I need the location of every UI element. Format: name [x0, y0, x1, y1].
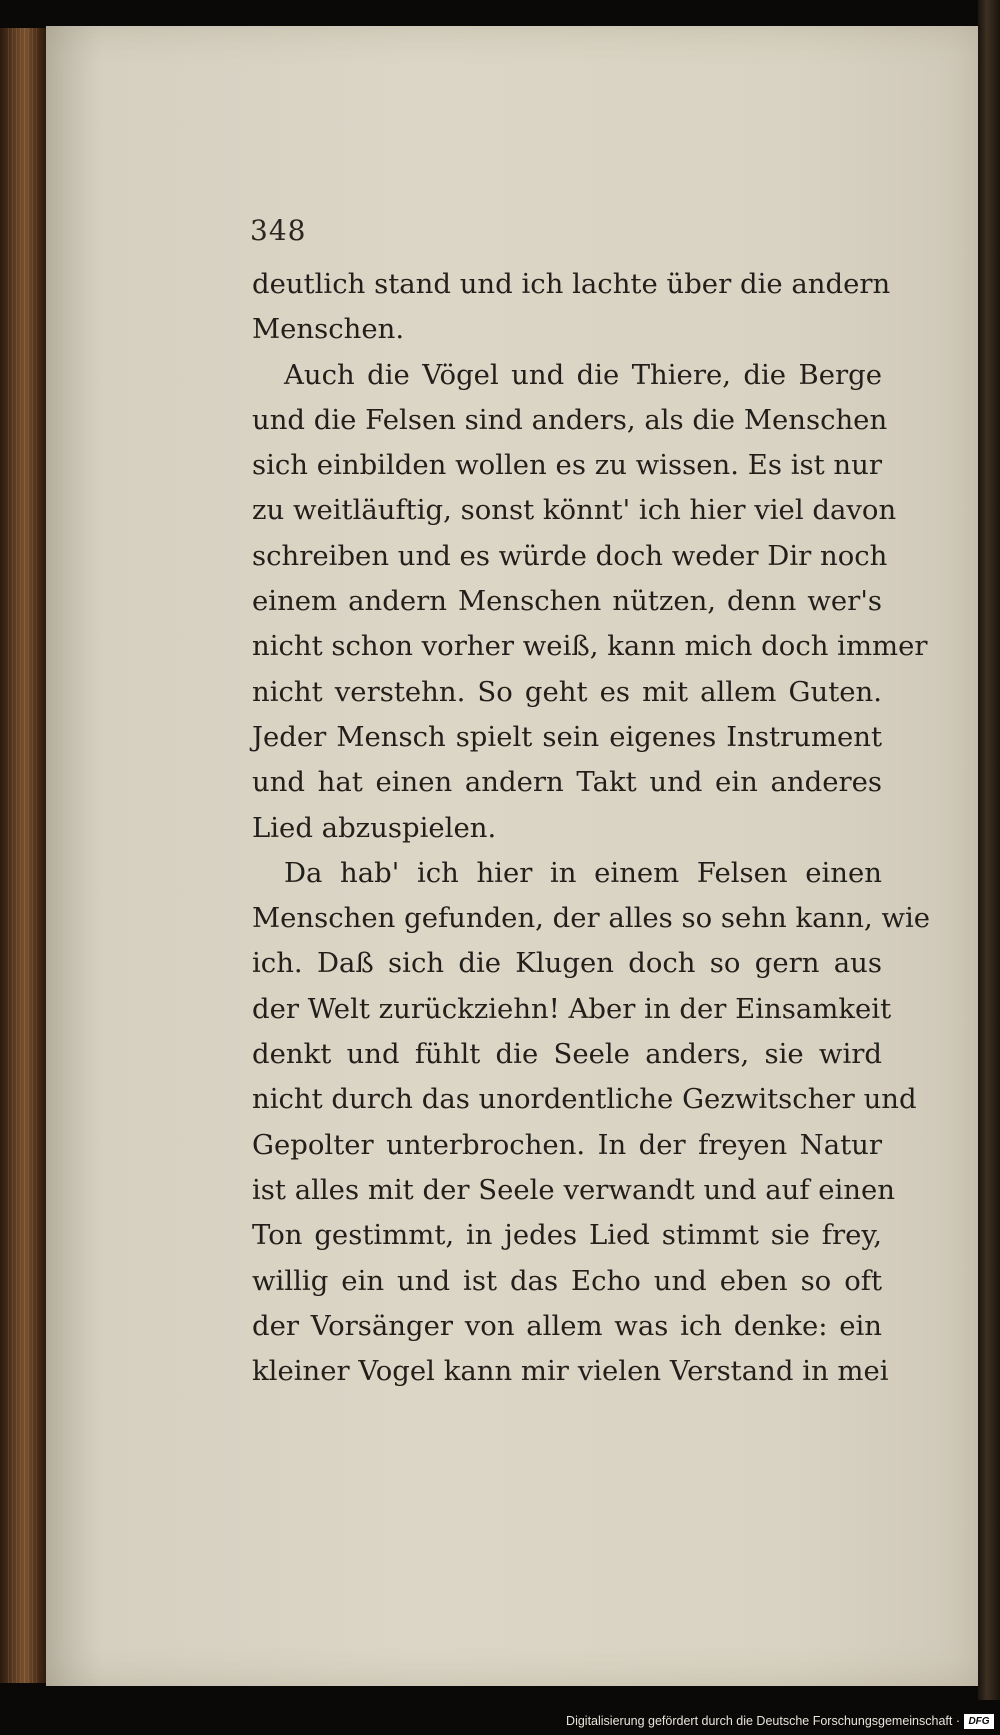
page-right-edge	[978, 0, 1000, 1700]
text-line: ich. Daß sich die Klugen doch so gern aus	[252, 947, 882, 980]
body-text	[252, 262, 931, 1394]
book-spine-edge	[0, 28, 46, 1683]
text-line: und die Felsen sind anders, als die Menschen	[252, 403, 888, 436]
text-line: Ton gestimmt, in jedes Lied stimmt sie frey,	[252, 1219, 882, 1252]
text-line: ist alles mit der Seele verwandt und auf einen	[252, 1173, 896, 1206]
text-line: Auch die Vögel und die Thiere, die Berge	[284, 358, 882, 391]
footer-bar	[0, 1710, 1000, 1735]
dfg-logo-icon: DFG	[964, 1714, 994, 1729]
text-line: nicht schon vorher weiß, kann mich doch immer	[252, 630, 928, 663]
text-line: sich einbilden wollen es zu wissen. Es ist nur	[252, 449, 882, 482]
footer-credit: Digitalisierung gefördert durch die Deutsche Forschungsgemeinschaft ·	[566, 1714, 960, 1728]
text-line: der Welt zurückziehn! Aber in der Einsamkeit	[252, 992, 892, 1025]
text-line: denkt und fühlt die Seele anders, sie wird	[252, 1038, 882, 1071]
text-line: Lied abzuspielen.	[252, 811, 497, 844]
text-line: kleiner Vogel kann mir vielen Verstand in mei	[252, 1355, 889, 1388]
text-line: schreiben und es würde doch weder Dir noch	[252, 539, 888, 572]
page-number: 348	[250, 214, 307, 247]
text-line: Gepolter unterbrochen. In der freyen Natur	[252, 1128, 882, 1161]
text-line: deutlich stand und ich lachte über die andern	[252, 268, 891, 300]
text-line: willig ein und ist das Echo und eben so oft	[252, 1264, 882, 1297]
text-line: einem andern Menschen nützen, denn wer's	[252, 585, 882, 618]
text-line: nicht verstehn. So geht es mit allem Guten.	[252, 675, 882, 708]
text-line: und hat einen andern Takt und ein anderes	[252, 766, 882, 799]
text-line: Menschen.	[252, 313, 405, 346]
text-line: Menschen gefunden, der alles so sehn kann, wie	[252, 902, 931, 935]
text-line: zu weitläuftig, sonst könnt' ich hier viel davon	[252, 494, 897, 527]
text-line: der Vorsänger von allem was ich denke: ein	[252, 1309, 882, 1342]
text-line: Jeder Mensch spielt sein eigenes Instrument	[252, 720, 882, 753]
text-line: nicht durch das unordentliche Gezwitscher und	[252, 1083, 917, 1116]
text-line: Da hab' ich hier in einem Felsen einen	[284, 856, 882, 889]
